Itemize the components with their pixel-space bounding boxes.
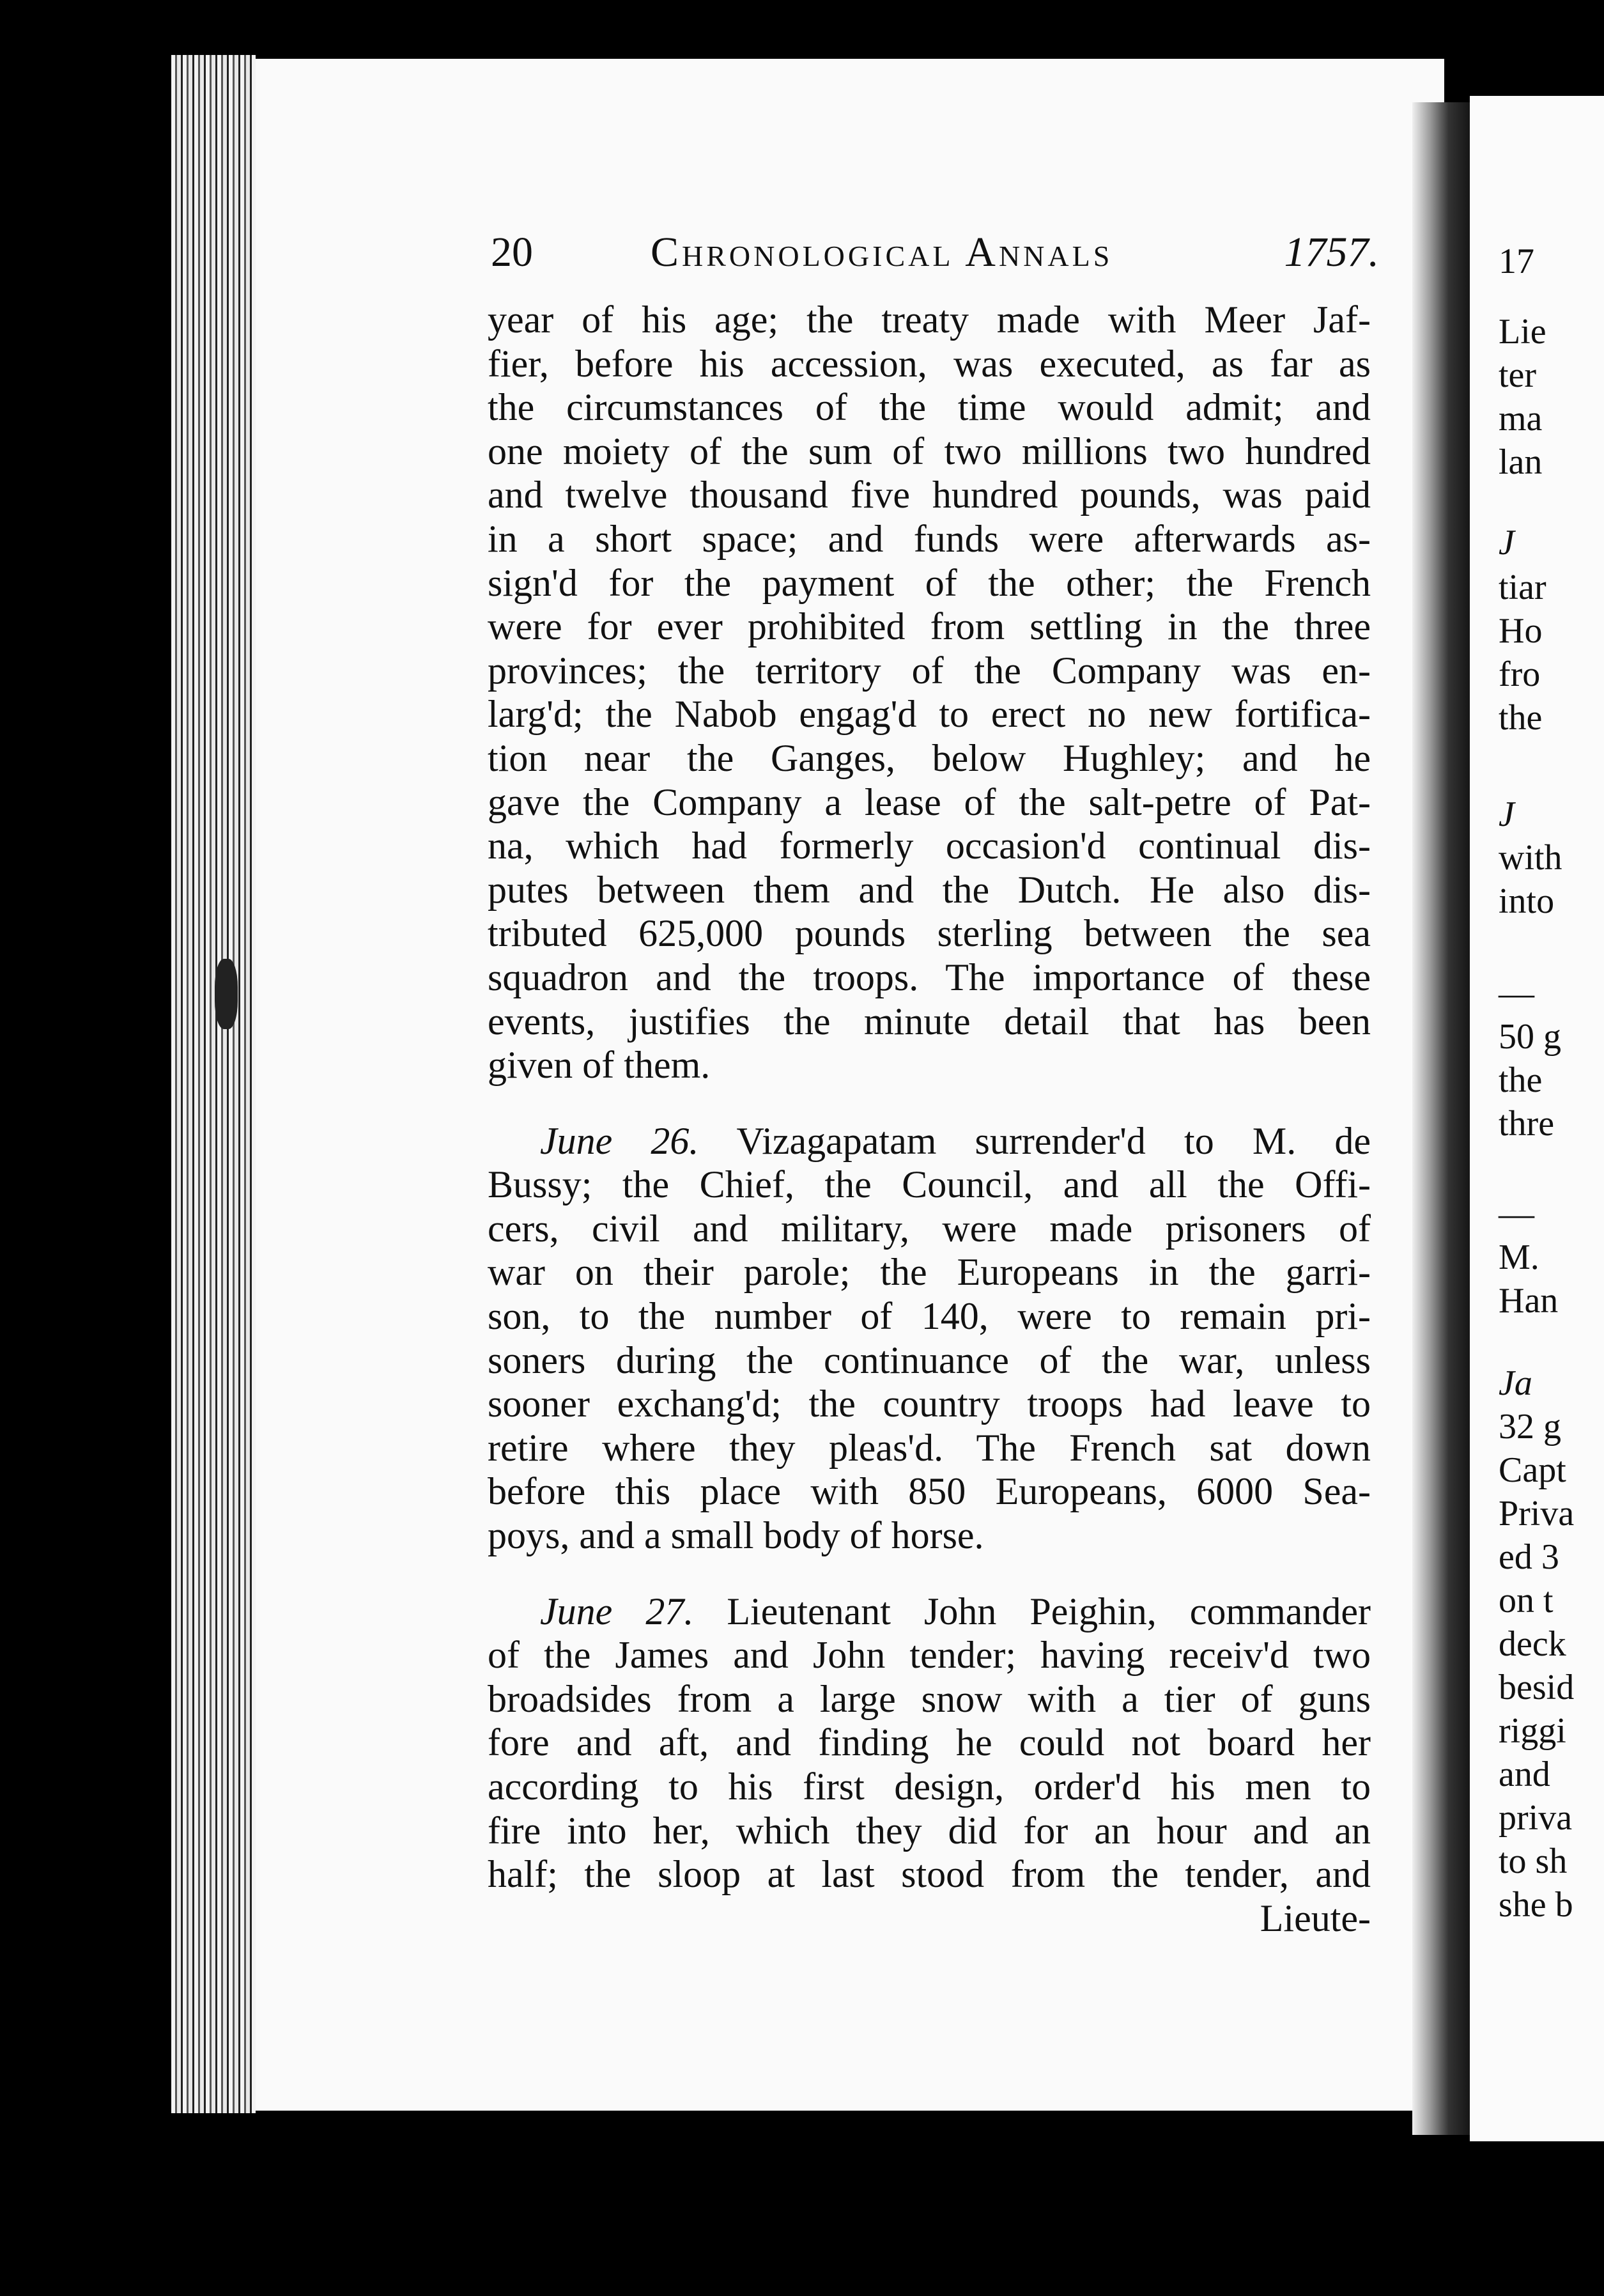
right-page-fragment: riggi: [1499, 1711, 1566, 1751]
right-page-fragment: Lie: [1499, 312, 1546, 352]
right-page-fragment: ma: [1499, 399, 1543, 438]
text-line: soners during the continuance of the war, unless: [488, 1338, 1371, 1381]
right-page-fragment: —: [1499, 1194, 1534, 1234]
text-line: squadron and the troops. The importance of these: [488, 956, 1371, 998]
body-text: [488, 298, 1371, 1940]
right-page-fragment: Han: [1499, 1281, 1559, 1321]
right-page-fragment: into: [1499, 881, 1555, 921]
right-page-fragment: priva: [1499, 1798, 1573, 1838]
right-page-fragment: besid: [1499, 1668, 1575, 1707]
right-page-fragment: the: [1499, 698, 1543, 738]
text-line: Bussy; the Chief, the Council, and all the Offi-: [488, 1163, 1371, 1206]
right-page-fragment: 50 g: [1499, 1017, 1561, 1057]
right-page-fragment: J: [1499, 795, 1515, 834]
text-line: provinces; the territory of the Company was en-: [488, 649, 1371, 692]
text-line: fore and aft, and finding he could not board her: [488, 1721, 1371, 1764]
running-head-year: 1757.: [1284, 229, 1379, 275]
text-line: the circumstances of the time would admit; and: [488, 386, 1371, 429]
right-page-fragment: thre: [1499, 1104, 1555, 1144]
right-page-fragment: and: [1499, 1755, 1550, 1794]
right-page-fragment: Priva: [1499, 1494, 1575, 1533]
text-line: and twelve thousand five hundred pounds, was paid: [488, 474, 1371, 516]
running-head: [491, 227, 1379, 278]
text-line: larg'd; the Nabob engag'd to erect no new fortifica-: [488, 693, 1371, 736]
text-line: were for ever prohibited from settling in the three: [488, 605, 1371, 648]
text-line: retire where they pleas'd. The French sat down: [488, 1426, 1371, 1469]
text-line: of the James and John tender; having receiv'd two: [488, 1634, 1371, 1677]
entry-date: June 26.: [540, 1119, 699, 1162]
text-line: gave the Company a lease of the salt-petre of Pat-: [488, 780, 1371, 823]
right-page-fragment: Capt: [1499, 1450, 1566, 1490]
right-page-fragment: to sh: [1499, 1842, 1568, 1881]
text-line: events, justifies the minute detail that has been: [488, 1000, 1371, 1043]
text-line: broadsides from a large snow with a tier of guns: [488, 1677, 1371, 1720]
text-line: before this place with 850 Europeans, 6000 Sea-: [488, 1470, 1371, 1513]
text-line: war on their parole; the Europeans in the garri-: [488, 1251, 1371, 1294]
entry-text: Lieutenant John Peighin, commander: [727, 1590, 1371, 1633]
text-line: cers, civil and military, were made prisoners of: [488, 1207, 1371, 1250]
right-page-fragment: 32 g: [1499, 1407, 1561, 1447]
text-line: year of his age; the treaty made with Meer Jaf-: [488, 299, 1371, 341]
right-page-fragment: J: [1499, 523, 1515, 562]
right-page-fragment: 17: [1499, 242, 1534, 281]
entry-date: June 27.: [540, 1590, 694, 1633]
page-edges: [171, 55, 256, 2113]
catchword: Lieute-: [1260, 1897, 1371, 1939]
right-page-fragment: with: [1499, 838, 1562, 878]
book-gutter: [1412, 102, 1473, 2135]
text-line: given of them.: [488, 1044, 711, 1087]
ink-smudge: [215, 959, 238, 1029]
right-page-fragment: she b: [1499, 1885, 1573, 1925]
text-line: sooner exchang'd; the country troops had leave to: [488, 1383, 1371, 1425]
text-line: putes between them and the Dutch. He also dis-: [488, 868, 1371, 911]
text-line: son, to the number of 140, were to remain pri-: [488, 1295, 1371, 1338]
text-line: one moiety of the sum of two millions two hundred: [488, 430, 1371, 472]
right-page-fragment: tiar: [1499, 568, 1546, 607]
text-line: according to his first design, order'd his men to: [488, 1765, 1371, 1808]
entry-text: Vizagapatam surrender'd to M. de: [736, 1119, 1371, 1162]
right-page-fragment: fro: [1499, 655, 1541, 694]
text-line: fire into her, which they did for an hour and an: [488, 1809, 1371, 1852]
running-head-title: Chronological Annals: [651, 229, 1113, 275]
right-page-fragment: Ja: [1499, 1363, 1532, 1403]
text-line: fier, before his accession, was executed, as far as: [488, 342, 1371, 385]
entry-line: [488, 1590, 1371, 1634]
text-line: half; the sloop at last stood from the tender, and: [488, 1853, 1371, 1896]
right-page-fragment: deck: [1499, 1624, 1566, 1664]
right-page-fragment: ed 3: [1499, 1537, 1559, 1577]
right-page-fragment: —: [1499, 973, 1534, 1013]
text-line: sign'd for the payment of the other; the French: [488, 561, 1371, 604]
right-page-fragment: M.: [1499, 1237, 1539, 1277]
text-line: tributed 625,000 pounds sterling between the sea: [488, 912, 1371, 955]
entry-line: [488, 1119, 1371, 1163]
right-page-fragment: Ho: [1499, 611, 1543, 651]
right-page-fragment: on t: [1499, 1581, 1554, 1620]
right-page-fragment: ter: [1499, 355, 1537, 395]
page-number: 20: [491, 229, 533, 275]
text-line: na, which had formerly occasion'd continual dis-: [488, 825, 1371, 867]
right-page-fragment: the: [1499, 1060, 1543, 1100]
text-line: tion near the Ganges, below Hughley; and he: [488, 736, 1371, 779]
text-line: in a short space; and funds were afterwards as-: [488, 517, 1371, 560]
right-page-fragment: lan: [1499, 442, 1543, 482]
text-line: poys, and a small body of horse.: [488, 1514, 984, 1557]
